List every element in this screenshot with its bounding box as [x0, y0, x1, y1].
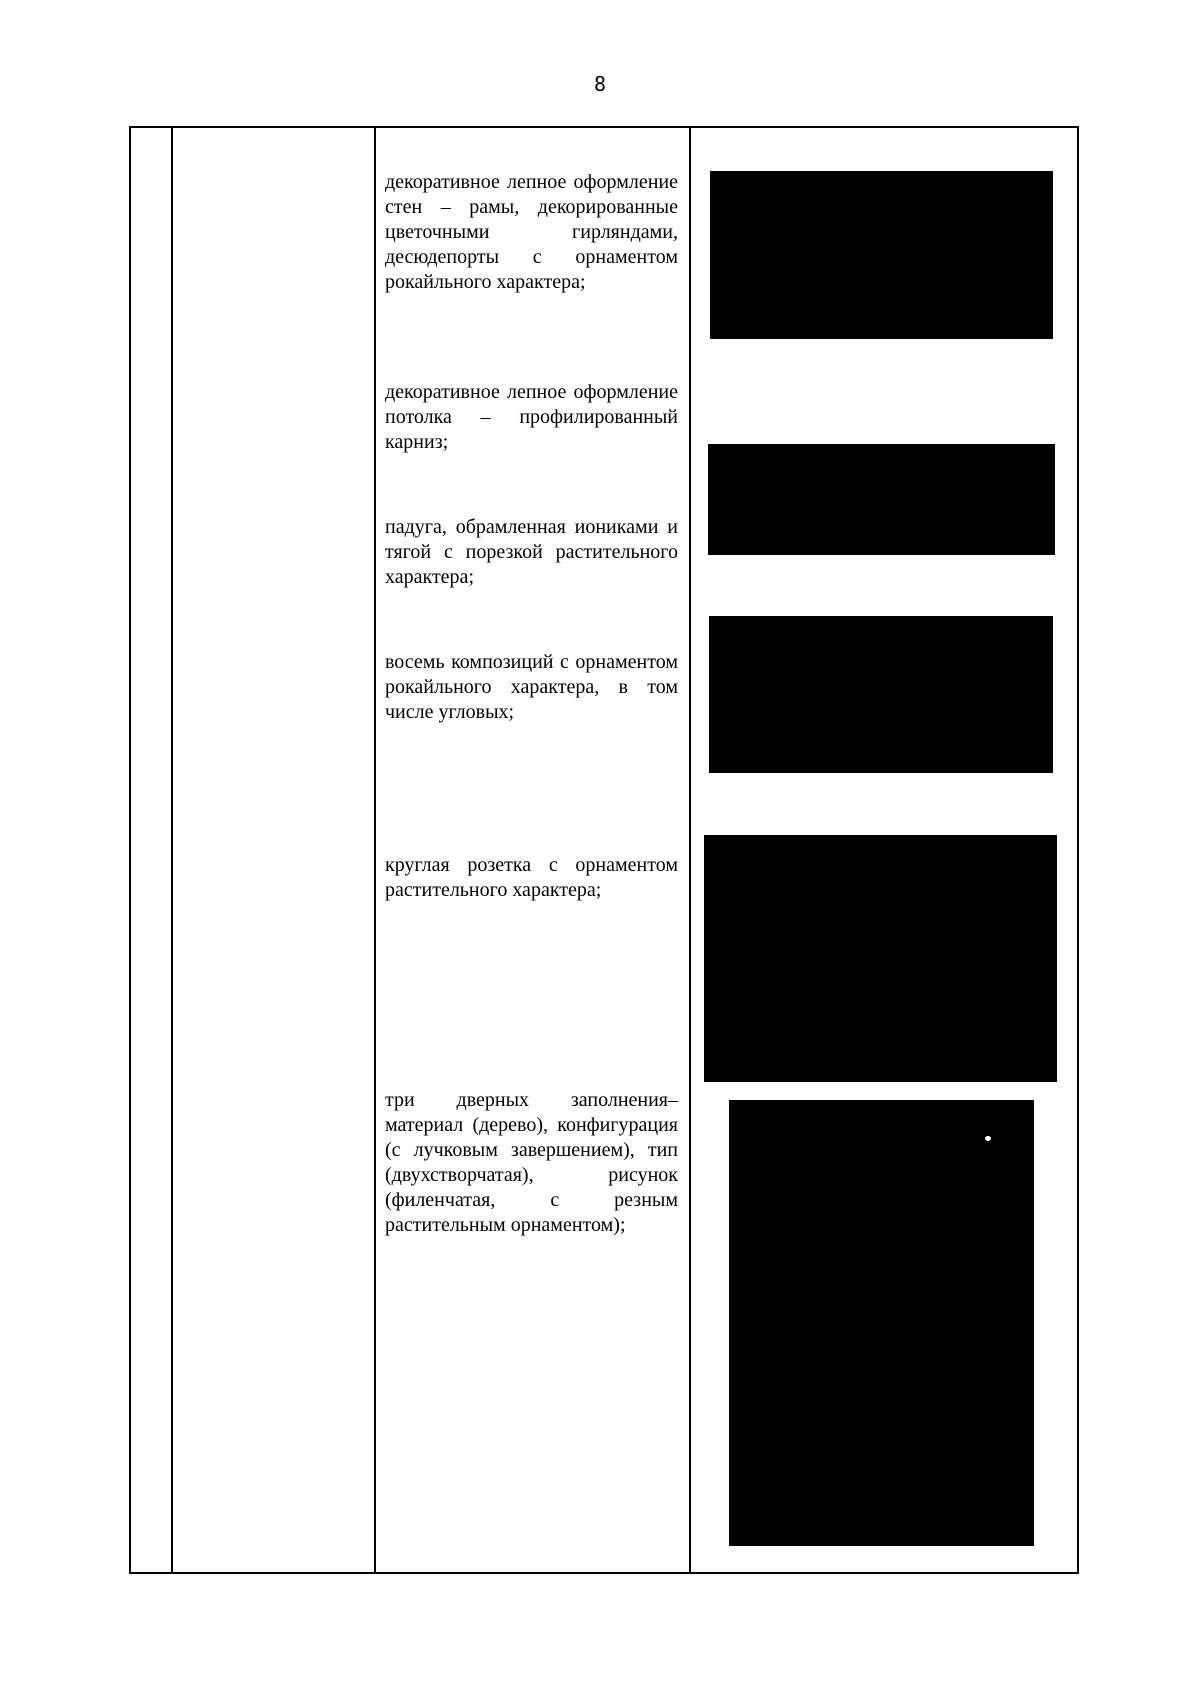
element-description: восемь композиций с орнаментом рокайльного характера, в том числе угловых;	[385, 651, 678, 723]
redacted-photo	[704, 835, 1057, 1082]
column-divider	[689, 128, 691, 1572]
speck	[985, 1136, 991, 1141]
redacted-photo	[708, 444, 1055, 555]
element-description: декоративное лепное оформление стен – рамы, декорированные цветочными гирляндами, десюдепорты с орнаментом рокайльного характера;	[385, 171, 678, 293]
page-number: 8	[593, 72, 607, 96]
element-description: декоративное лепное оформление потолка – профилированный карниз;	[385, 381, 678, 453]
redacted-photo	[710, 171, 1053, 339]
redacted-photo	[709, 616, 1053, 773]
redacted-photo	[729, 1100, 1034, 1546]
column-divider	[374, 128, 376, 1572]
element-description: круглая розетка с орнаментом растительного характера;	[385, 854, 678, 901]
element-description: три дверных заполнения– материал (дерево), конфигурация (с лучковым завершением), тип (двухстворчатая), рисунок (филенчатая, с резным растительным орнаментом);	[385, 1089, 678, 1236]
element-description: падуга, обрамленная иониками и тягой с порезкой растительного характера;	[385, 516, 678, 588]
column-divider	[171, 128, 173, 1572]
